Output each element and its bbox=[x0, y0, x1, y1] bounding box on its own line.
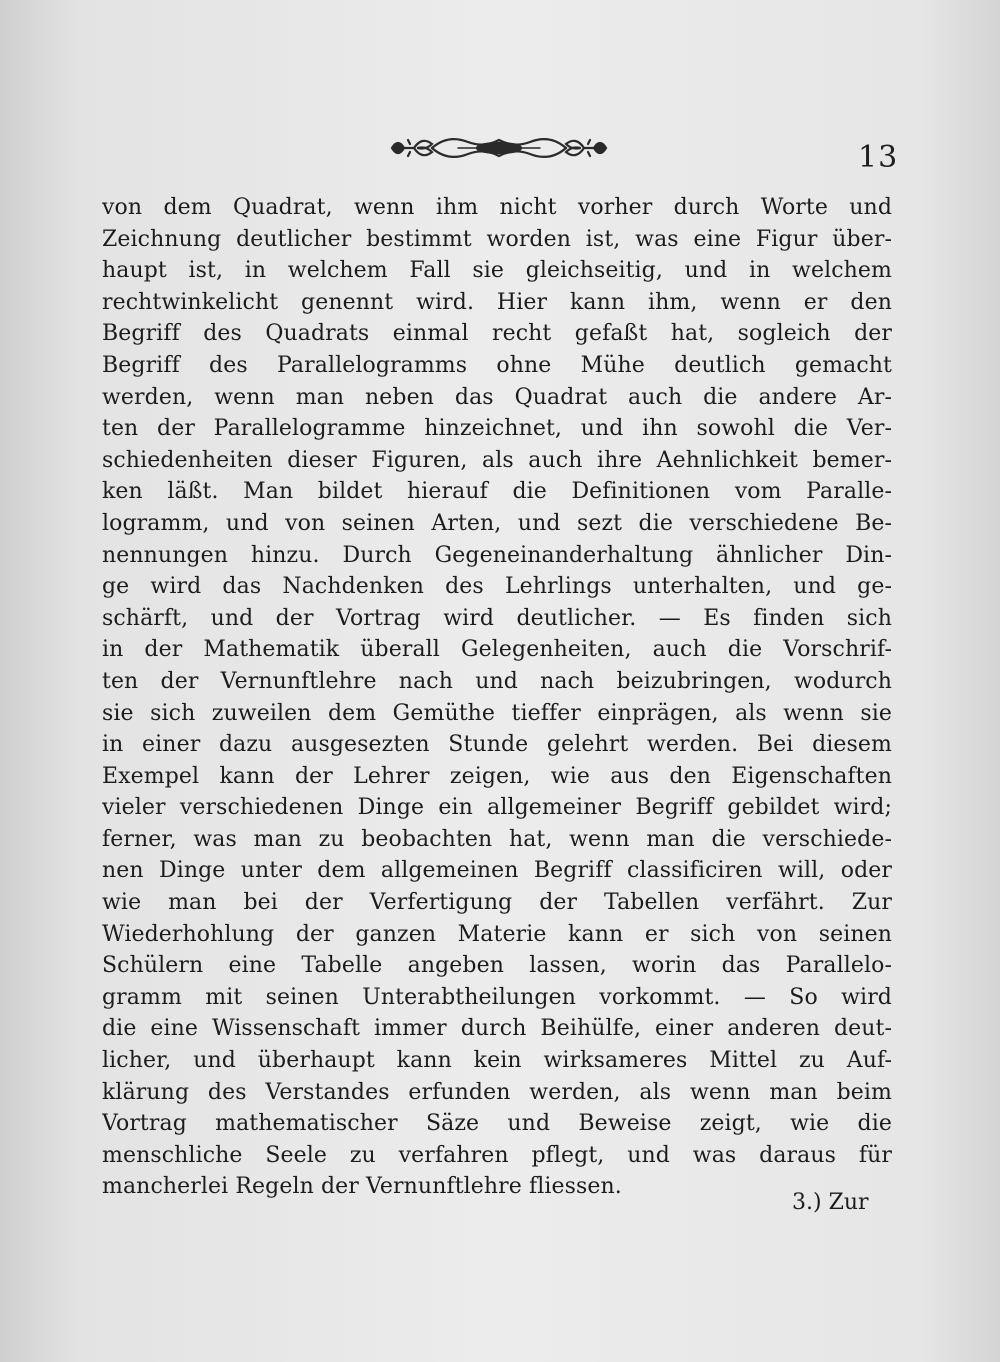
text-line: sie sich zuweilen dem Gemüthe tieffer einprägen, als wenn sie bbox=[102, 700, 892, 726]
decorative-vignette-icon bbox=[388, 128, 610, 168]
text-line: ten der Vernunftlehre nach und nach beizubringen, wodurch bbox=[102, 668, 892, 694]
text-line: werden, wenn man neben das Quadrat auch die andere Ar- bbox=[102, 384, 892, 410]
text-line: ken läßt. Man bildet hierauf die Definitionen vom Paralle- bbox=[102, 479, 892, 505]
text-line: Begriff des Parallelogramms ohne Mühe deutlich gemacht bbox=[102, 352, 892, 378]
text-line: schiedenheiten dieser Figuren, als auch ihre Aehnlichkeit bemer- bbox=[102, 447, 892, 473]
text-line: ten der Parallelogramme hinzeichnet, und ihn sowohl die Ver- bbox=[102, 416, 892, 442]
catchword: 3.) Zur bbox=[792, 1190, 869, 1215]
text-line: haupt ist, in welchem Fall sie gleichseitig, und in welchem bbox=[102, 258, 892, 284]
text-line: wie man bei der Verfertigung der Tabellen verfährt. Zur bbox=[102, 890, 892, 916]
text-line: logramm, und von seinen Arten, und sezt die verschiedene Be- bbox=[102, 510, 892, 536]
text-line: gramm mit seinen Unterabtheilungen vorkommt. — So wird bbox=[102, 984, 892, 1010]
text-line: Begriff des Quadrats einmal recht gefaßt hat, sogleich der bbox=[102, 321, 892, 347]
text-line: in einer dazu ausgesezten Stunde gelehrt werden. Bei diesem bbox=[102, 732, 892, 758]
text-line: ferner, was man zu beobachten hat, wenn man die verschiede- bbox=[102, 826, 892, 852]
text-line: nen Dinge unter dem allgemeinen Begriff classificiren will, oder bbox=[102, 858, 892, 884]
text-line: menschliche Seele zu verfahren pflegt, und was daraus für bbox=[102, 1142, 892, 1168]
text-line: schärft, und der Vortrag wird deutlicher. — Es finden sich bbox=[102, 605, 892, 631]
text-line: Exempel kann der Lehrer zeigen, wie aus den Eigenschaften bbox=[102, 763, 892, 789]
text-line: von dem Quadrat, wenn ihm nicht vorher durch Worte und bbox=[102, 195, 892, 220]
text-line: die eine Wissenschaft immer durch Beihülfe, einer anderen deut- bbox=[102, 1016, 892, 1042]
text-line: ge wird das Nachdenken des Lehrlings unterhalten, und ge- bbox=[102, 574, 892, 600]
text-line: vieler verschiedenen Dinge ein allgemeiner Begriff gebildet wird; bbox=[102, 795, 892, 821]
text-line: rechtwinkelicht genennt wird. Hier kann ihm, wenn er den bbox=[102, 289, 892, 315]
text-line: klärung des Verstandes erfunden werden, als wenn man beim bbox=[102, 1079, 892, 1105]
text-line: licher, und überhaupt kann kein wirksameres Mittel zu Auf- bbox=[102, 1048, 892, 1074]
text-line: Zeichnung deutlicher bestimmt worden ist, was eine Figur über- bbox=[102, 226, 892, 252]
text-line: in der Mathematik überall Gelegenheiten, auch die Vorschrif- bbox=[102, 637, 892, 663]
body-text bbox=[102, 192, 892, 1203]
text-line-final: mancherlei Regeln der Vernunftlehre fliessen. bbox=[102, 1174, 622, 1200]
text-line: Wiederhohlung der ganzen Materie kann er sich von seinen bbox=[102, 921, 892, 947]
text-line: nennungen hinzu. Durch Gegeneinanderhaltung ähnlicher Din- bbox=[102, 542, 892, 568]
text-line: Schülern eine Tabelle angeben lassen, worin das Parallelo- bbox=[102, 953, 892, 979]
text-line: Vortrag mathematischer Säze und Beweise zeigt, wie die bbox=[102, 1111, 892, 1137]
page-number: 13 bbox=[858, 140, 899, 175]
